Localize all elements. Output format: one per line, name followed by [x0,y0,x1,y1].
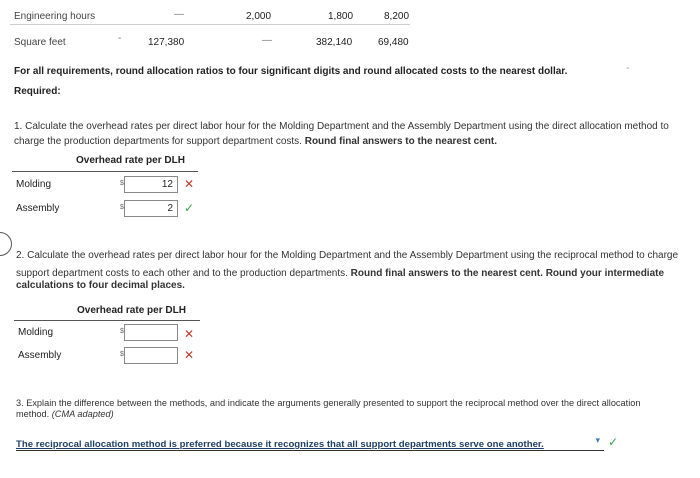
q3-source: (CMA adapted) [51,409,114,419]
q1-line2 [14,133,497,151]
cell: 1,800 [328,11,354,22]
row-label-engineering-hours: Engineering hours [14,11,96,22]
q3-answer-text: The reciprocal allocation method is preferred because it recognizes that all support departments serve one another. [16,439,544,450]
q1-assembly-rate-input[interactable]: 2 [124,200,178,217]
dash: - [626,63,630,74]
q1-line1: 1. Calculate the overhead rates per direct labor hour for the Molding Department and the Assembly Department using the direct allocation method to [14,121,669,132]
q1-column-header: Overhead rate per DLH [76,155,185,166]
cell: 69,480 [378,37,409,48]
q2-line2-bold: Round final answers to the nearest cent. Round your intermediate [350,268,665,279]
q1-row-label-molding: Molding [16,179,52,190]
currency-symbol: $ [120,351,124,358]
cell: 2,000 [246,11,272,22]
q2-line1: 2. Calculate the overhead rates per direct labor hour for the Molding Department and the Assembly Department using the reciprocal method to charge [16,250,679,261]
dash: — [262,35,272,46]
q2-assembly-rate-input[interactable] [124,347,178,364]
q3-line1: 3. Explain the difference between the methods, and indicate the arguments generally presented to support the reciprocal method over the direct allocation [16,398,641,408]
currency-symbol: $ [120,328,124,335]
chevron-down-icon[interactable]: ▾ [595,435,600,445]
q1-row-label-assembly: Assembly [16,203,60,214]
currency-symbol: $ [120,180,124,187]
dash: — [174,9,184,20]
dash: - [118,33,122,44]
row-label-square-feet: Square feet [14,37,66,48]
required-label: Required: [14,86,61,97]
cell: 127,380 [148,37,185,48]
q2-molding-rate-input[interactable] [124,324,178,341]
cross-icon: ✕ [184,327,195,341]
q3-line2: method. (CMA adapted) [16,409,114,419]
q2-row-label-assembly: Assembly [18,350,62,361]
q2-column-header: Overhead rate per DLH [77,305,186,316]
q1-molding-rate-input[interactable]: 12 [124,176,178,193]
check-icon: ✓ [184,201,195,215]
cross-icon: ✕ [184,348,195,362]
q2-line3: calculations to four decimal places. [16,280,185,291]
currency-symbol: $ [120,204,124,211]
q3-answer-select[interactable] [16,434,604,451]
instruction-text: For all requirements, round allocation ratios to four significant digits and round allocated costs to the nearest dollar. [14,66,568,77]
q2-row-label-molding: Molding [18,327,54,338]
q1-line2-plain: charge the production departments for support department costs. [14,136,305,147]
cross-icon: ✕ [184,177,195,191]
check-icon: ✓ [608,435,619,449]
cell: 8,200 [384,11,410,22]
q1-line2-bold: Round final answers to the nearest cent. [304,136,497,147]
cell: 382,140 [316,37,353,48]
q2-line2-plain: support department costs to each other and to the production departments. [16,268,351,279]
question-marker-circle [0,232,12,256]
